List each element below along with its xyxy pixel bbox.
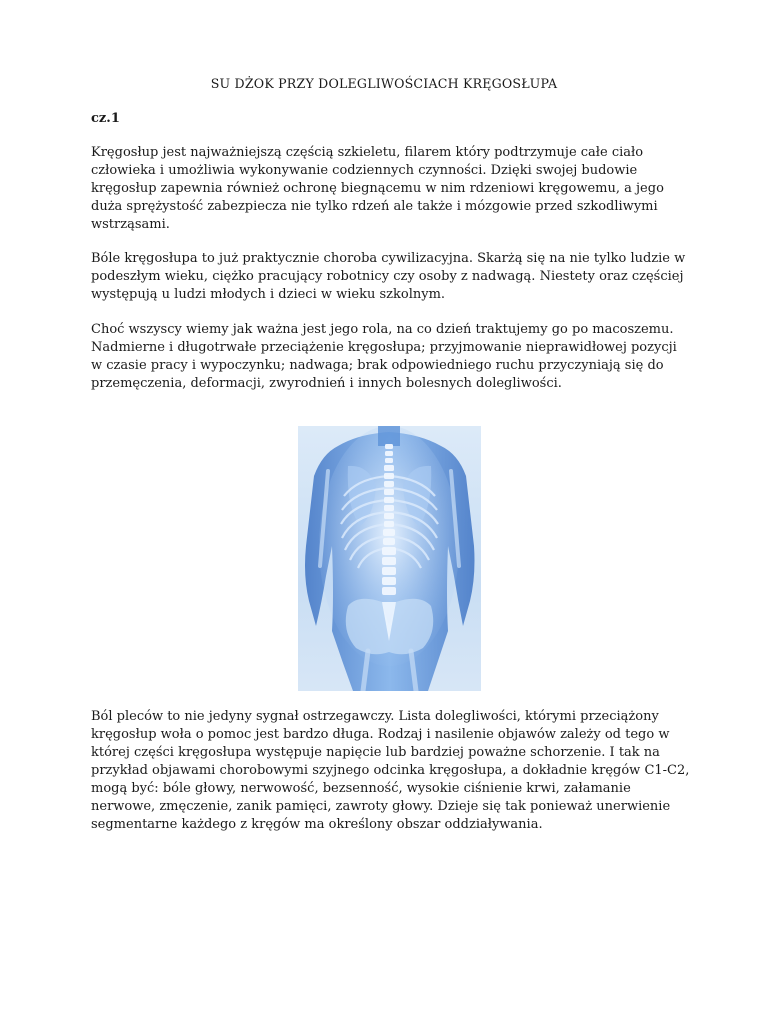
paragraph-1: Kręgosłup jest najważniejszą częścią szkieletu, filarem który podtrzymuje całe ciało człowieka i umożliwia wykonywanie codziennych czynności. Dzięki swojej budowie kręgosłup zapewnia również ochronę biegnącemu w nim rdzeniowi kręgowemu, a jego duża sprężystość zabezpiecza nie tylko rdzeń ale także i mózgowie przed szkodliwymi wstrząsami. bbox=[91, 145, 664, 232]
section-label: cz.1 bbox=[91, 111, 120, 126]
paragraph-2: Bóle kręgosłupa to już praktycznie choroba cywilizacyjna. Skarżą się na nie tylko ludzie w podeszłym wieku, ciężko pracujący robotnicy czy osoby z nadwagą. Niestety oraz częściej występują u ludzi młodych i dzieci w wieku szkolnym. bbox=[91, 251, 686, 302]
paragraph-3: Choć wszyscy wiemy jak ważna jest jego rola, na co dzień traktujemy go po macoszemu. Nadmierne i długotrwałe przeciążenie kręgosłupa; przyjmowanie nieprawidłowej pozycji w czasie pracy i wypoczynku; nadwaga; brak odpowiedniego ruchu przyczyniają się do przemęczenia, deformacji, zwyrodnień i innych bolesnych dolegliwości. bbox=[91, 322, 677, 391]
paragraph-4: Ból pleców to nie jedyny sygnał ostrzegawczy. Lista dolegliwości, którymi przeciążony kręgosłup woła o pomoc jest bardzo długa. Rodzaj i nasilenie objawów zależy od tego w której części kręgosłupa występuje napięcie lub bardziej poważne schorzenie. I tak na przykład objawami chorobowymi szyjnego odcinka kręgosłupa, a dokładnie kręgów C1-C2, mogą być: bóle głowy, nerwowość, bezsenność, wysokie ciśnienie krwi, załamanie nerwowe, zmęczenie, zanik pamięci, zawroty głowy. Dzieje się tak ponieważ unerwienie segmentarne każdego z kręgów ma określony obszar oddziaływania. bbox=[91, 709, 690, 832]
spine-skeleton-illustration bbox=[298, 426, 481, 691]
neck bbox=[378, 426, 400, 446]
skeleton-drawing bbox=[298, 426, 481, 691]
document-title: SU DŻOK PRZY DOLEGLIWOŚCIACH KRĘGOSŁUPA bbox=[210, 76, 558, 91]
